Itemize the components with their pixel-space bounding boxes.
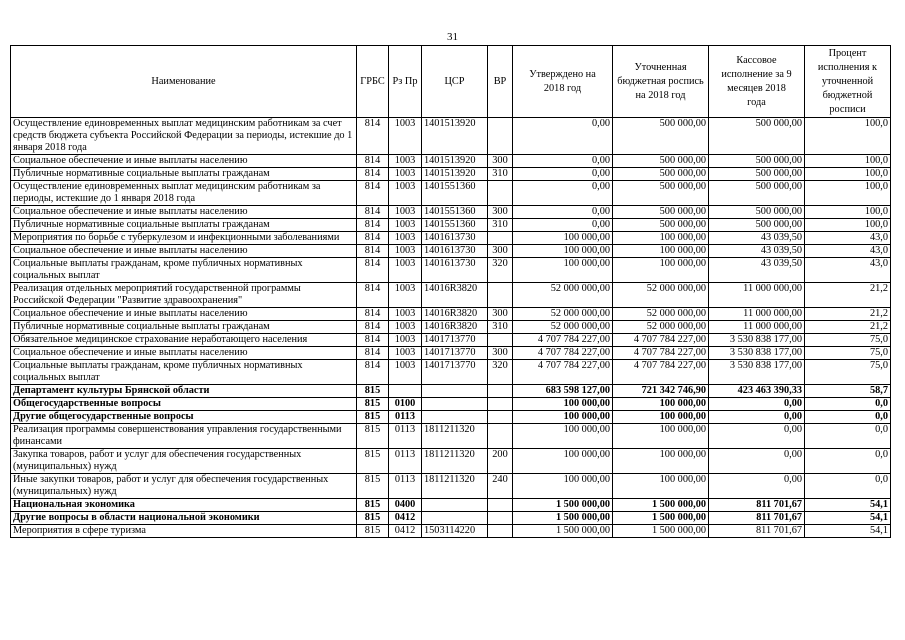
cell-grbs: 815 xyxy=(357,449,389,474)
cell-vr xyxy=(488,398,513,411)
cell-approved: 100 000,00 xyxy=(513,258,613,283)
cell-revised: 52 000 000,00 xyxy=(613,283,709,308)
cell-grbs: 814 xyxy=(357,347,389,360)
cell-cash: 500 000,00 xyxy=(709,155,805,168)
cell-cash: 11 000 000,00 xyxy=(709,283,805,308)
cell-grbs: 814 xyxy=(357,308,389,321)
cell-csr xyxy=(422,411,488,424)
table-row xyxy=(11,474,891,499)
cell-rzpr: 1003 xyxy=(389,168,422,181)
cell-approved: 100 000,00 xyxy=(513,398,613,411)
cell-name: Публичные нормативные социальные выплаты гражданам xyxy=(11,168,357,181)
cell-cash: 3 530 838 177,00 xyxy=(709,347,805,360)
cell-approved: 100 000,00 xyxy=(513,411,613,424)
cell-grbs: 814 xyxy=(357,232,389,245)
table-row xyxy=(11,245,891,258)
table-row xyxy=(11,525,891,538)
cell-cash: 11 000 000,00 xyxy=(709,321,805,334)
cell-rzpr: 1003 xyxy=(389,347,422,360)
cell-approved: 100 000,00 xyxy=(513,474,613,499)
cell-vr xyxy=(488,525,513,538)
header-percent: Процент исполнения к уточненной бюджетной росписи xyxy=(805,46,891,118)
cell-name: Социальное обеспечение и иные выплаты населению xyxy=(11,308,357,321)
cell-name: Социальные выплаты гражданам, кроме публичных нормативных социальных выплат xyxy=(11,360,357,385)
cell-rzpr: 0113 xyxy=(389,474,422,499)
cell-cash: 500 000,00 xyxy=(709,118,805,155)
cell-rzpr: 0400 xyxy=(389,499,422,512)
table-row xyxy=(11,499,891,512)
cell-name: Социальное обеспечение и иные выплаты населению xyxy=(11,206,357,219)
cell-grbs: 814 xyxy=(357,283,389,308)
cell-cash: 500 000,00 xyxy=(709,219,805,232)
cell-name: Департамент культуры Брянской области xyxy=(11,385,357,398)
cell-grbs: 814 xyxy=(357,321,389,334)
cell-cash: 43 039,50 xyxy=(709,245,805,258)
header-cash: Кассовое исполнение за 9 месяцев 2018 года xyxy=(709,46,805,118)
cell-revised: 100 000,00 xyxy=(613,424,709,449)
cell-csr: 1401551360 xyxy=(422,219,488,232)
cell-revised: 500 000,00 xyxy=(613,181,709,206)
cell-revised: 100 000,00 xyxy=(613,398,709,411)
cell-grbs: 815 xyxy=(357,411,389,424)
cell-grbs: 814 xyxy=(357,258,389,283)
cell-grbs: 814 xyxy=(357,181,389,206)
cell-rzpr: 0113 xyxy=(389,449,422,474)
cell-vr: 240 xyxy=(488,474,513,499)
cell-revised: 500 000,00 xyxy=(613,219,709,232)
cell-percent: 0,0 xyxy=(805,474,891,499)
cell-name: Социальное обеспечение и иные выплаты населению xyxy=(11,245,357,258)
table-row xyxy=(11,155,891,168)
cell-vr: 300 xyxy=(488,245,513,258)
cell-cash: 500 000,00 xyxy=(709,206,805,219)
cell-revised: 4 707 784 227,00 xyxy=(613,360,709,385)
cell-vr xyxy=(488,334,513,347)
table-row xyxy=(11,334,891,347)
cell-vr xyxy=(488,181,513,206)
cell-rzpr: 0113 xyxy=(389,424,422,449)
cell-name: Другие вопросы в области национальной экономики xyxy=(11,512,357,525)
cell-csr: 14016R3820 xyxy=(422,308,488,321)
cell-percent: 100,0 xyxy=(805,181,891,206)
cell-cash: 43 039,50 xyxy=(709,258,805,283)
cell-vr xyxy=(488,411,513,424)
cell-approved: 0,00 xyxy=(513,155,613,168)
cell-name: Мероприятия в сфере туризма xyxy=(11,525,357,538)
cell-rzpr: 1003 xyxy=(389,258,422,283)
cell-vr xyxy=(488,118,513,155)
header-grbs: ГРБС xyxy=(357,46,389,118)
cell-grbs: 814 xyxy=(357,334,389,347)
cell-rzpr: 1003 xyxy=(389,232,422,245)
table-row xyxy=(11,360,891,385)
table-row xyxy=(11,424,891,449)
table-header-row xyxy=(11,46,891,118)
cell-percent: 54,1 xyxy=(805,525,891,538)
cell-name: Национальная экономика xyxy=(11,499,357,512)
budget-execution-table xyxy=(10,45,891,538)
cell-percent: 100,0 xyxy=(805,118,891,155)
cell-percent: 0,0 xyxy=(805,449,891,474)
cell-cash: 500 000,00 xyxy=(709,168,805,181)
cell-csr: 1401551360 xyxy=(422,206,488,219)
cell-revised: 1 500 000,00 xyxy=(613,525,709,538)
cell-revised: 1 500 000,00 xyxy=(613,499,709,512)
cell-name: Осуществление единовременных выплат медицинским работникам за периоды, истекшие до 1 января 2018 года xyxy=(11,181,357,206)
cell-vr xyxy=(488,283,513,308)
cell-grbs: 814 xyxy=(357,219,389,232)
cell-cash: 423 463 390,33 xyxy=(709,385,805,398)
cell-approved: 1 500 000,00 xyxy=(513,499,613,512)
cell-approved: 52 000 000,00 xyxy=(513,321,613,334)
table-row xyxy=(11,449,891,474)
cell-percent: 75,0 xyxy=(805,347,891,360)
cell-name: Общегосударственные вопросы xyxy=(11,398,357,411)
cell-approved: 683 598 127,00 xyxy=(513,385,613,398)
table-row xyxy=(11,118,891,155)
cell-name: Другие общегосударственные вопросы xyxy=(11,411,357,424)
cell-grbs: 815 xyxy=(357,474,389,499)
cell-percent: 100,0 xyxy=(805,168,891,181)
cell-csr: 1401613730 xyxy=(422,258,488,283)
cell-csr: 1401513920 xyxy=(422,168,488,181)
cell-revised: 100 000,00 xyxy=(613,474,709,499)
cell-rzpr: 1003 xyxy=(389,245,422,258)
cell-vr: 320 xyxy=(488,258,513,283)
table-row xyxy=(11,385,891,398)
cell-grbs: 814 xyxy=(357,168,389,181)
cell-vr: 300 xyxy=(488,308,513,321)
cell-revised: 1 500 000,00 xyxy=(613,512,709,525)
cell-cash: 0,00 xyxy=(709,474,805,499)
cell-revised: 100 000,00 xyxy=(613,258,709,283)
cell-csr: 1401513920 xyxy=(422,155,488,168)
cell-cash: 811 701,67 xyxy=(709,512,805,525)
cell-vr: 310 xyxy=(488,168,513,181)
table-row xyxy=(11,232,891,245)
cell-percent: 0,0 xyxy=(805,424,891,449)
cell-csr: 1811211320 xyxy=(422,424,488,449)
cell-approved: 4 707 784 227,00 xyxy=(513,347,613,360)
cell-csr: 1401613730 xyxy=(422,232,488,245)
cell-approved: 100 000,00 xyxy=(513,449,613,474)
cell-grbs: 814 xyxy=(357,155,389,168)
cell-name: Социальное обеспечение и иные выплаты населению xyxy=(11,155,357,168)
cell-csr: 1811211320 xyxy=(422,449,488,474)
cell-csr: 14016R3820 xyxy=(422,321,488,334)
table-row xyxy=(11,181,891,206)
cell-cash: 811 701,67 xyxy=(709,525,805,538)
cell-rzpr: 1003 xyxy=(389,308,422,321)
cell-grbs: 815 xyxy=(357,424,389,449)
cell-cash: 3 530 838 177,00 xyxy=(709,360,805,385)
cell-revised: 500 000,00 xyxy=(613,168,709,181)
cell-revised: 500 000,00 xyxy=(613,118,709,155)
cell-cash: 500 000,00 xyxy=(709,181,805,206)
cell-revised: 52 000 000,00 xyxy=(613,308,709,321)
cell-csr xyxy=(422,398,488,411)
cell-csr: 1401613730 xyxy=(422,245,488,258)
cell-revised: 100 000,00 xyxy=(613,449,709,474)
table-row xyxy=(11,411,891,424)
table-row xyxy=(11,398,891,411)
cell-rzpr: 1003 xyxy=(389,334,422,347)
cell-grbs: 814 xyxy=(357,245,389,258)
cell-approved: 0,00 xyxy=(513,206,613,219)
cell-percent: 75,0 xyxy=(805,334,891,347)
cell-vr xyxy=(488,385,513,398)
cell-vr: 320 xyxy=(488,360,513,385)
cell-rzpr: 1003 xyxy=(389,321,422,334)
cell-revised: 100 000,00 xyxy=(613,232,709,245)
cell-grbs: 815 xyxy=(357,398,389,411)
cell-cash: 0,00 xyxy=(709,411,805,424)
cell-name: Обязательное медицинское страхование неработающего населения xyxy=(11,334,357,347)
header-csr: ЦСР xyxy=(422,46,488,118)
cell-csr: 1401713770 xyxy=(422,347,488,360)
cell-approved: 1 500 000,00 xyxy=(513,512,613,525)
cell-percent: 43,0 xyxy=(805,258,891,283)
cell-vr: 300 xyxy=(488,347,513,360)
table-row xyxy=(11,512,891,525)
cell-csr xyxy=(422,512,488,525)
cell-percent: 75,0 xyxy=(805,360,891,385)
cell-percent: 21,2 xyxy=(805,283,891,308)
cell-revised: 100 000,00 xyxy=(613,245,709,258)
cell-revised: 4 707 784 227,00 xyxy=(613,334,709,347)
cell-percent: 54,1 xyxy=(805,499,891,512)
cell-csr xyxy=(422,499,488,512)
cell-grbs: 815 xyxy=(357,525,389,538)
cell-percent: 58,7 xyxy=(805,385,891,398)
cell-rzpr: 1003 xyxy=(389,360,422,385)
cell-rzpr: 1003 xyxy=(389,155,422,168)
table-row xyxy=(11,168,891,181)
cell-approved: 0,00 xyxy=(513,118,613,155)
cell-revised: 4 707 784 227,00 xyxy=(613,347,709,360)
cell-revised: 721 342 746,90 xyxy=(613,385,709,398)
cell-vr: 310 xyxy=(488,321,513,334)
table-row xyxy=(11,308,891,321)
cell-vr xyxy=(488,512,513,525)
cell-percent: 100,0 xyxy=(805,206,891,219)
cell-cash: 43 039,50 xyxy=(709,232,805,245)
cell-csr: 14016R3820 xyxy=(422,283,488,308)
cell-revised: 100 000,00 xyxy=(613,411,709,424)
cell-percent: 43,0 xyxy=(805,245,891,258)
cell-approved: 1 500 000,00 xyxy=(513,525,613,538)
cell-rzpr: 1003 xyxy=(389,181,422,206)
cell-vr: 300 xyxy=(488,155,513,168)
cell-cash: 0,00 xyxy=(709,424,805,449)
cell-csr xyxy=(422,385,488,398)
page-number: 31 xyxy=(447,31,458,43)
table-row xyxy=(11,206,891,219)
cell-name: Осуществление единовременных выплат медицинским работникам за счет средств бюджета субъекта Российской Федерации за периоды, истекшие до 1 января 2018 года xyxy=(11,118,357,155)
cell-rzpr: 0412 xyxy=(389,525,422,538)
cell-percent: 0,0 xyxy=(805,411,891,424)
cell-percent: 54,1 xyxy=(805,512,891,525)
cell-vr xyxy=(488,424,513,449)
cell-csr: 1811211320 xyxy=(422,474,488,499)
cell-cash: 0,00 xyxy=(709,449,805,474)
cell-csr: 1503114220 xyxy=(422,525,488,538)
cell-csr: 1401713770 xyxy=(422,360,488,385)
cell-name: Публичные нормативные социальные выплаты гражданам xyxy=(11,321,357,334)
cell-name: Реализация отдельных мероприятий государственной программы Российской Федерации "Развитие здравоохранения" xyxy=(11,283,357,308)
cell-grbs: 814 xyxy=(357,118,389,155)
cell-rzpr: 0113 xyxy=(389,411,422,424)
cell-grbs: 815 xyxy=(357,512,389,525)
cell-name: Реализация программы совершенствования управления государственными финансами xyxy=(11,424,357,449)
cell-csr: 1401513920 xyxy=(422,118,488,155)
cell-rzpr: 1003 xyxy=(389,206,422,219)
cell-name: Публичные нормативные социальные выплаты гражданам xyxy=(11,219,357,232)
cell-rzpr: 0100 xyxy=(389,398,422,411)
header-name: Наименование xyxy=(11,46,357,118)
cell-rzpr: 1003 xyxy=(389,219,422,232)
cell-grbs: 815 xyxy=(357,385,389,398)
header-revised: Уточненная бюджетная роспись на 2018 год xyxy=(613,46,709,118)
cell-grbs: 815 xyxy=(357,499,389,512)
cell-grbs: 814 xyxy=(357,206,389,219)
header-rzpr: Рз Пр xyxy=(389,46,422,118)
cell-vr: 310 xyxy=(488,219,513,232)
cell-approved: 4 707 784 227,00 xyxy=(513,360,613,385)
cell-grbs: 814 xyxy=(357,360,389,385)
table-row xyxy=(11,321,891,334)
cell-cash: 3 530 838 177,00 xyxy=(709,334,805,347)
cell-approved: 0,00 xyxy=(513,219,613,232)
cell-approved: 0,00 xyxy=(513,168,613,181)
cell-csr: 1401713770 xyxy=(422,334,488,347)
cell-vr: 300 xyxy=(488,206,513,219)
cell-percent: 43,0 xyxy=(805,232,891,245)
cell-approved: 0,00 xyxy=(513,181,613,206)
table-row xyxy=(11,283,891,308)
cell-percent: 0,0 xyxy=(805,398,891,411)
cell-approved: 52 000 000,00 xyxy=(513,308,613,321)
cell-approved: 100 000,00 xyxy=(513,232,613,245)
cell-approved: 100 000,00 xyxy=(513,424,613,449)
cell-revised: 52 000 000,00 xyxy=(613,321,709,334)
cell-name: Иные закупки товаров, работ и услуг для обеспечения государственных (муниципальных) нужд xyxy=(11,474,357,499)
cell-rzpr: 1003 xyxy=(389,118,422,155)
cell-cash: 0,00 xyxy=(709,398,805,411)
cell-vr xyxy=(488,232,513,245)
cell-vr: 200 xyxy=(488,449,513,474)
cell-name: Социальное обеспечение и иные выплаты населению xyxy=(11,347,357,360)
cell-approved: 100 000,00 xyxy=(513,245,613,258)
table-row xyxy=(11,347,891,360)
cell-vr xyxy=(488,499,513,512)
cell-revised: 500 000,00 xyxy=(613,155,709,168)
cell-name: Социальные выплаты гражданам, кроме публичных нормативных социальных выплат xyxy=(11,258,357,283)
header-vr: ВР xyxy=(488,46,513,118)
cell-cash: 811 701,67 xyxy=(709,499,805,512)
table-row xyxy=(11,219,891,232)
cell-percent: 21,2 xyxy=(805,308,891,321)
cell-percent: 100,0 xyxy=(805,219,891,232)
header-approved: Утверждено на 2018 год xyxy=(513,46,613,118)
cell-rzpr xyxy=(389,385,422,398)
cell-percent: 100,0 xyxy=(805,155,891,168)
table-row xyxy=(11,258,891,283)
table-body xyxy=(11,118,891,538)
cell-cash: 11 000 000,00 xyxy=(709,308,805,321)
cell-rzpr: 1003 xyxy=(389,283,422,308)
cell-percent: 21,2 xyxy=(805,321,891,334)
cell-name: Закупка товаров, работ и услуг для обеспечения государственных (муниципальных) нужд xyxy=(11,449,357,474)
cell-rzpr: 0412 xyxy=(389,512,422,525)
cell-approved: 52 000 000,00 xyxy=(513,283,613,308)
cell-name: Мероприятия по борьбе с туберкулезом и инфекционными заболеваниями xyxy=(11,232,357,245)
cell-revised: 500 000,00 xyxy=(613,206,709,219)
cell-approved: 4 707 784 227,00 xyxy=(513,334,613,347)
cell-csr: 1401551360 xyxy=(422,181,488,206)
